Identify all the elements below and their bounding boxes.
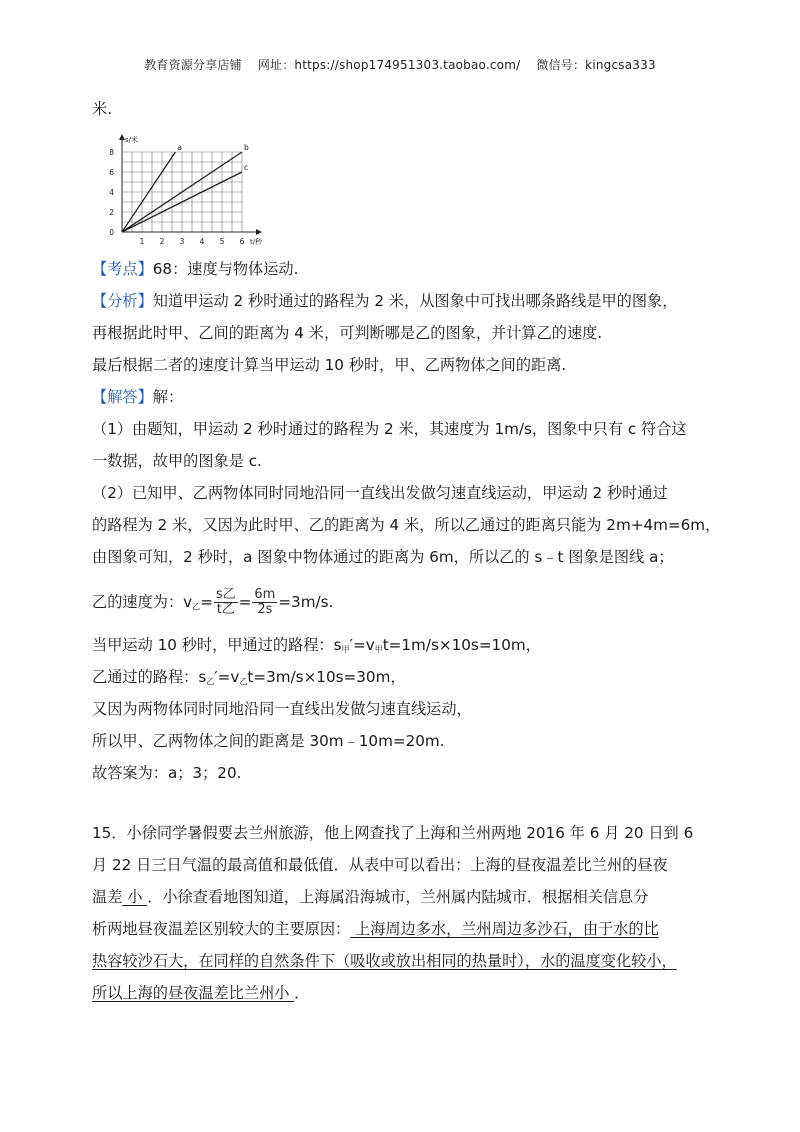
fenxi-tag: 【分析】 — [92, 292, 153, 310]
calc-text: t=3m/s×10s=30m， — [247, 668, 406, 686]
q15-text: 析两地昼夜温差区别较大的主要原因： — [92, 920, 351, 938]
calc-line-3: 又因为两物体同时同地沿同一直线出发做匀速直线运动， — [92, 700, 472, 718]
y-tick-label: 6 — [109, 168, 114, 177]
x-tick-label: 1 — [139, 237, 145, 246]
shop-name: 教育资源分享店铺 — [144, 58, 242, 72]
jieda-tag: 【解答】 — [92, 388, 153, 406]
top-fragment: 米. — [92, 100, 113, 118]
sol1-line-1: （1）由题知，甲运动 2 秒时通过的路程为 2 米，其速度为 1m/s，图象中只有 c 符合这 — [92, 420, 687, 438]
x-axis-arrow — [256, 229, 262, 235]
fenxi-line-1 — [92, 290, 677, 312]
speed-sub: 乙 — [192, 602, 201, 611]
sol2-line-1: （2）已知甲、乙两物体同时同地沿同一直线出发做匀速直线运动，甲运动 2 秒时通过 — [92, 484, 668, 502]
fraction-values — [252, 588, 277, 617]
distance-time-chart — [100, 130, 263, 250]
q15-line-6 — [92, 982, 309, 1004]
chart-labels — [109, 135, 263, 246]
frac-num: s乙 — [215, 587, 236, 602]
kaodian-text: 68：速度与物体运动. — [152, 260, 299, 278]
calc-text: ′=v — [349, 636, 375, 654]
calc-text: ′=v — [214, 668, 240, 686]
q15-text: ． — [294, 984, 310, 1002]
kaodian-line — [92, 258, 298, 280]
y-tick-label: 2 — [109, 208, 114, 217]
q15-line-3 — [92, 886, 648, 908]
fraction-s-over-t — [214, 588, 238, 617]
frac-num: 6m — [254, 587, 276, 602]
q15-answer-1: 小 — [122, 888, 148, 906]
page-header — [0, 56, 800, 73]
equals-sign: = — [238, 593, 252, 611]
fenxi-text-1: 知道甲运动 2 秒时通过的路程为 2 米，从图象中可找出哪条路线是甲的图象， — [152, 292, 678, 310]
speed-result: =3m/s. — [278, 593, 334, 611]
q15-answer-2-end: 所以上海的昼夜温差比兰州小 — [92, 984, 295, 1002]
series-label-b: b — [244, 143, 249, 152]
q15-line-5 — [92, 950, 677, 972]
frac-den: t乙 — [214, 602, 238, 617]
sol2-line-2: 的路程为 2 米，又因为此时甲、乙的距离为 4 米，所以乙通过的距离只能为 2m+4m=6m， — [92, 516, 721, 534]
sol1-line-2: 一数据，故甲的图象是 c. — [92, 452, 262, 470]
wechat-id: 微信号：kingcsa333 — [536, 58, 656, 72]
calc-text: 乙通过的路程：s — [92, 668, 207, 686]
q15-answer-2: 上海周边多水，兰州周边多沙石，由于水的比 — [350, 920, 659, 938]
series-label-a: a — [177, 143, 183, 152]
equals-sign: = — [200, 593, 213, 611]
q15-text: 温差 — [92, 888, 123, 906]
x-tick-label: 4 — [199, 237, 205, 246]
jieda-text: 解： — [152, 388, 184, 406]
fenxi-line-3: 最后根据二者的速度计算当甲运动 10 秒时，甲、乙两物体之间的距离. — [92, 356, 567, 374]
sol2-line-3: 由图象可知，2 秒时，a 图象中物体通过的距离为 6m，所以乙的 s﹣t 图象是图线 a； — [92, 548, 674, 566]
speed-prefix: 乙的速度为：v — [92, 593, 193, 611]
series-label-c: c — [244, 163, 249, 172]
x-tick-label: 3 — [179, 237, 185, 246]
answer-line: 故答案为：a；3；20. — [92, 764, 242, 782]
fenxi-line-2: 再根据此时甲、乙间的距离为 4 米，可判断哪是乙的图象，并计算乙的速度. — [92, 324, 603, 342]
x-tick-label: 5 — [219, 237, 225, 246]
subscript: 甲 — [374, 645, 383, 654]
q15-text: ．小徐查看地图知道，上海属沿海城市，兰州属内陆城市．根据相关信息分 — [147, 888, 649, 906]
kaodian-tag: 【考点】 — [92, 260, 153, 278]
y-tick-label: 4 — [109, 188, 114, 197]
x-tick-label: 6 — [239, 237, 245, 246]
x-tick-label: 2 — [159, 237, 165, 246]
y-axis-label: s/米 — [125, 136, 139, 144]
calc-line-1 — [92, 634, 541, 661]
x-axis-label: t/秒 — [250, 238, 263, 246]
jieda-line — [92, 386, 183, 408]
calc-text: 当甲运动 10 秒时，甲通过的路程：s — [92, 636, 342, 654]
frac-den: 2s — [252, 602, 277, 617]
y-tick-label: 0 — [109, 228, 114, 237]
q15-line-1: 15．小徐同学暑假要去兰州旅游，他上网查找了上海和兰州两地 2016 年 6 月 20 日到 6 — [92, 824, 694, 842]
speed-formula — [92, 588, 333, 618]
y-tick-label: 8 — [109, 148, 114, 157]
q15-line-2: 月 22 日三日气温的最高值和最低值．从表中可以看出：上海的昼夜温差比兰州的昼夜 — [92, 856, 668, 874]
calc-line-4: 所以甲、乙两物体之间的距离是 30m﹣10m=20m. — [92, 732, 445, 750]
q15-answer-2-cont: 热容较沙石大，在同样的自然条件下（吸收或放出相同的热量时），水的温度变化较小， — [92, 952, 677, 970]
shop-url: 网址：https://shop174951303.taobao.com/ — [257, 58, 521, 72]
q15-line-4 — [92, 918, 659, 940]
calc-line-2 — [92, 666, 406, 693]
subscript: 乙 — [206, 677, 215, 686]
subscript: 甲 — [341, 645, 350, 654]
calc-text: t=1m/s×10s=10m， — [382, 636, 541, 654]
subscript: 乙 — [239, 677, 248, 686]
